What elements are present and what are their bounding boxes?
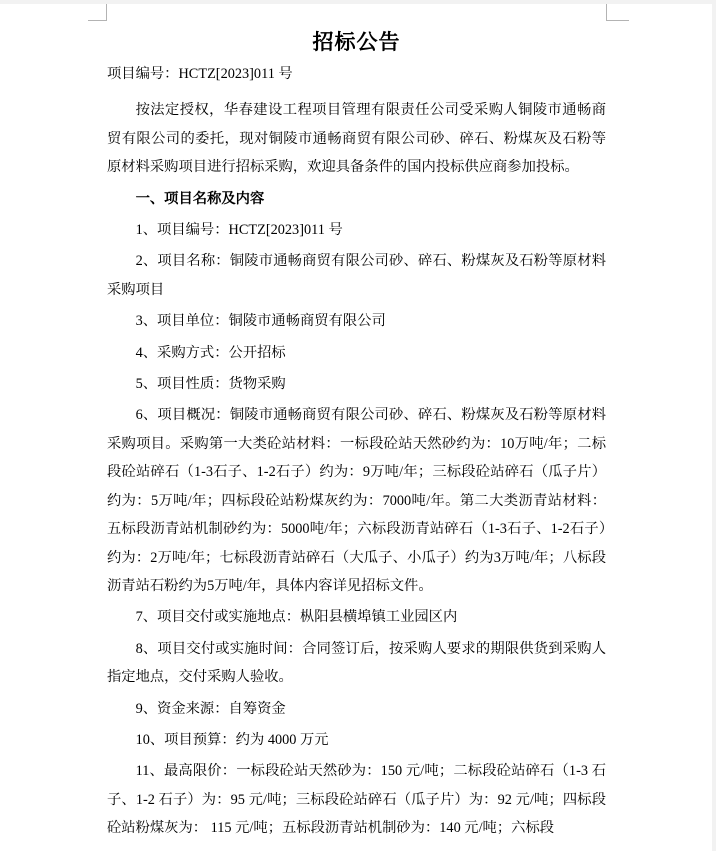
item-5-project-nature: 5、项目性质：货物采购 <box>135 376 286 393</box>
document-page <box>0 4 712 851</box>
item-2-project-name: 2、项目名称：铜陵市通畅商贸有限公司砂、碎石、粉煤灰及石粉等原材料采购项目 <box>107 253 606 298</box>
margin-crop-mark-top-right-horizontal <box>606 20 629 21</box>
document-body <box>107 4 606 846</box>
project-number-line: 项目编号：HCTZ[2023]011 号 <box>107 66 293 82</box>
item-11-max-price-limit: 11、最高限价：一标段砼站天然砂为：150 元/吨；二标段砼站碎石（1-3 石子、1-2 石子）为：95 元/吨；三标段砼站碎石（瓜子片）为：92 元/吨；四标段砼站粉煤灰为： 115 元/吨；五标段沥青站机制砂为：140 元/吨；六标段 <box>107 763 606 837</box>
margin-crop-mark-top-right-vertical <box>606 4 607 21</box>
margin-crop-mark-top-left-horizontal <box>88 20 107 21</box>
intro-paragraph: 按法定授权，华春建设工程项目管理有限责任公司受采购人铜陵市通畅商贸有限公司的委托，现对铜陵市通畅商贸有限公司砂、碎石、粉煤灰及石粉等原材料采购项目进行招标采购，欢迎具备条件的国内投标供应商参加投标。 <box>107 102 606 176</box>
item-10-project-budget: 10、项目预算：约为 4000 万元 <box>135 731 329 748</box>
section-heading-1: 一、项目名称及内容 <box>135 190 265 207</box>
document-title: 招标公告 <box>312 31 401 54</box>
item-4-procurement-method: 4、采购方式：公开招标 <box>135 344 286 361</box>
item-3-project-unit: 3、项目单位：铜陵市通畅商贸有限公司 <box>135 313 386 330</box>
item-8-delivery-time: 8、项目交付或实施时间：合同签订后，按采购人要求的期限供货到采购人指定地点，交付采购人验收。 <box>107 640 606 686</box>
item-7-delivery-location: 7、项目交付或实施地点：枞阳县横埠镇工业园区内 <box>135 609 458 626</box>
item-6-project-overview: 6、项目概况：铜陵市通畅商贸有限公司砂、碎石、粉煤灰及石粉等原材料采购项目。采购第一大类砼站材料：一标段砼站天然砂约为：10万吨/年；二标段砼站碎石（1-3石子、1-2石子）约为：9万吨/年；三标段砼站碎石（瓜子片）约为：5万吨/年；四标段砼站粉煤灰约为：7000吨/年。第二大类沥青站材料：五标段沥青站机制砂约为：5000吨/年；六标段沥青站碎石（1-3石子、1-2石子）约为：2万吨/年；七标段沥青站碎石（大瓜子、小瓜子）约为3万吨/年；八标段沥青站石粉约为5万吨/年，具体内容详见招标文件。 <box>107 407 606 594</box>
item-9-funding-source: 9、资金来源：自筹资金 <box>135 700 286 717</box>
item-1-project-number: 1、项目编号：HCTZ[2023]011 号 <box>135 222 343 239</box>
